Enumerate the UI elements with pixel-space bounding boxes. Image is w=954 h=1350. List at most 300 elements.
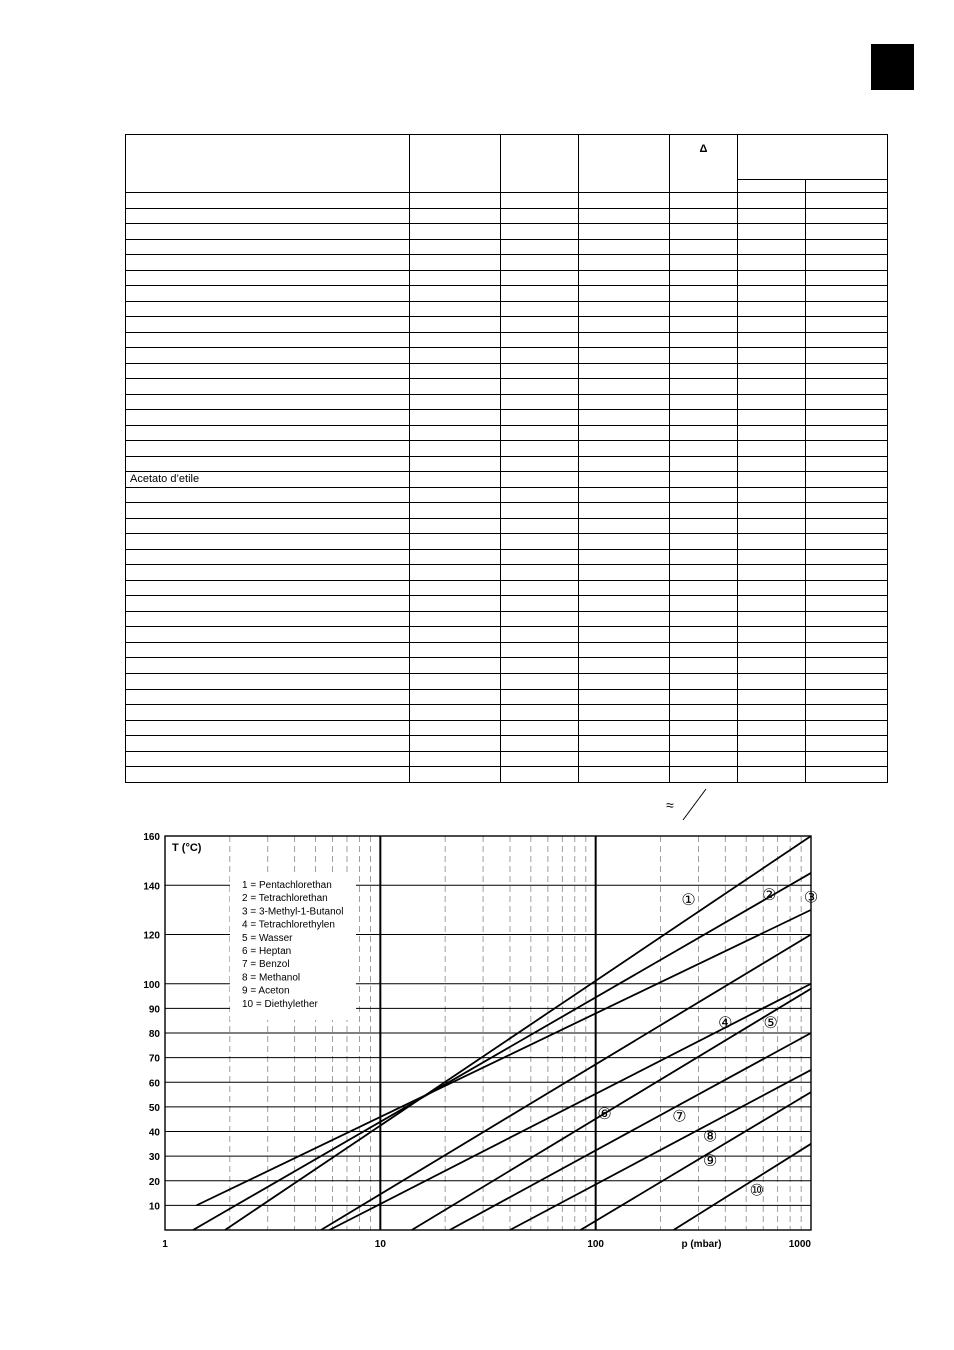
series-marker-5: ⑤ xyxy=(763,1015,778,1033)
y-tick-label: 10 xyxy=(148,1201,160,1213)
table-cell xyxy=(806,301,888,317)
table-row xyxy=(126,549,888,565)
table-cell xyxy=(738,255,806,271)
legend-entry: 2 = Tetrachlorethan xyxy=(242,893,328,905)
table-cell xyxy=(410,736,501,752)
table-cell xyxy=(501,317,579,333)
table-cell xyxy=(806,518,888,534)
table-row xyxy=(126,518,888,534)
table-cell xyxy=(579,239,670,255)
table-cell xyxy=(126,658,410,674)
table-cell xyxy=(126,611,410,627)
table-row xyxy=(126,379,888,395)
x-tick-label: 10 xyxy=(374,1239,386,1250)
table-cell xyxy=(670,596,738,612)
table-cell xyxy=(806,720,888,736)
table-cell xyxy=(579,751,670,767)
table-cell xyxy=(579,565,670,581)
subheader-cell xyxy=(806,180,888,193)
table-row xyxy=(126,580,888,596)
table-cell xyxy=(501,565,579,581)
table-cell xyxy=(126,363,410,379)
table-cell xyxy=(738,736,806,752)
table-cell xyxy=(126,767,410,783)
table-cell xyxy=(410,689,501,705)
table-cell xyxy=(501,549,579,565)
table-cell xyxy=(410,534,501,550)
table-cell xyxy=(126,270,410,286)
table-cell xyxy=(738,208,806,224)
table-cell xyxy=(670,410,738,426)
table-cell xyxy=(410,332,501,348)
table-cell xyxy=(501,534,579,550)
table-cell xyxy=(670,673,738,689)
table-row xyxy=(126,456,888,472)
table-cell xyxy=(738,549,806,565)
table-cell xyxy=(501,456,579,472)
table-cell xyxy=(738,596,806,612)
table-cell xyxy=(806,410,888,426)
table-cell xyxy=(410,580,501,596)
table-row xyxy=(126,239,888,255)
table-cell xyxy=(806,332,888,348)
table-cell xyxy=(670,751,738,767)
table-cell xyxy=(126,534,410,550)
table-cell xyxy=(806,642,888,658)
table-cell xyxy=(410,286,501,302)
table-cell xyxy=(738,503,806,519)
table-cell xyxy=(738,317,806,333)
table-cell xyxy=(410,673,501,689)
table-cell xyxy=(738,580,806,596)
table-cell xyxy=(738,611,806,627)
table-cell xyxy=(501,611,579,627)
y-tick-label: 60 xyxy=(148,1078,160,1090)
table-row xyxy=(126,705,888,721)
table-cell xyxy=(126,425,410,441)
table-cell xyxy=(670,627,738,643)
table-cell xyxy=(501,193,579,209)
table-cell xyxy=(738,441,806,457)
table-row xyxy=(126,751,888,767)
table-cell xyxy=(410,456,501,472)
table-cell xyxy=(501,720,579,736)
table-cell xyxy=(410,410,501,426)
table-row xyxy=(126,317,888,333)
table-cell xyxy=(738,627,806,643)
table-cell xyxy=(670,363,738,379)
y-tick-label: 50 xyxy=(148,1102,160,1114)
table-cell xyxy=(670,332,738,348)
header-delta: Δ xyxy=(670,135,738,193)
table-cell xyxy=(410,379,501,395)
x-tick-label: 1 xyxy=(162,1239,168,1250)
table-cell xyxy=(738,286,806,302)
y-axis-label: T (°C) xyxy=(172,842,202,854)
table-cell xyxy=(670,549,738,565)
approx-symbol: ≈ xyxy=(666,797,674,813)
table-cell xyxy=(738,642,806,658)
table-cell xyxy=(806,549,888,565)
table-cell xyxy=(501,472,579,488)
table-cell xyxy=(806,565,888,581)
table-cell xyxy=(579,720,670,736)
table-row xyxy=(126,720,888,736)
table-cell xyxy=(579,549,670,565)
table-cell xyxy=(738,410,806,426)
table-cell xyxy=(501,487,579,503)
x-tick-label: 1000 xyxy=(788,1239,811,1250)
table-row xyxy=(126,363,888,379)
table-cell xyxy=(501,736,579,752)
table-cell xyxy=(126,379,410,395)
table-cell xyxy=(738,456,806,472)
table-row xyxy=(126,394,888,410)
table-cell xyxy=(501,642,579,658)
table-cell xyxy=(501,394,579,410)
table-cell xyxy=(806,425,888,441)
table-cell xyxy=(738,767,806,783)
table-cell xyxy=(670,642,738,658)
table-cell xyxy=(738,673,806,689)
table-row xyxy=(126,503,888,519)
table-row xyxy=(126,348,888,364)
table-cell xyxy=(806,394,888,410)
x-axis-label: p (mbar) xyxy=(681,1239,722,1250)
table-cell xyxy=(501,767,579,783)
table-cell xyxy=(579,472,670,488)
table-cell xyxy=(410,565,501,581)
table-cell xyxy=(501,239,579,255)
table-cell xyxy=(126,286,410,302)
table-cell xyxy=(501,441,579,457)
table-cell xyxy=(410,627,501,643)
table-cell xyxy=(806,363,888,379)
table-cell xyxy=(670,534,738,550)
table-cell xyxy=(410,394,501,410)
table-cell xyxy=(670,255,738,271)
table-cell xyxy=(410,255,501,271)
table-cell xyxy=(501,270,579,286)
table-cell xyxy=(738,348,806,364)
table-row xyxy=(126,410,888,426)
table-cell xyxy=(670,379,738,395)
table-cell xyxy=(126,642,410,658)
table-cell xyxy=(670,689,738,705)
table-cell xyxy=(126,410,410,426)
table-cell xyxy=(738,472,806,488)
table-cell xyxy=(738,425,806,441)
table-cell xyxy=(806,534,888,550)
table-cell xyxy=(806,736,888,752)
table-cell xyxy=(670,193,738,209)
table-row xyxy=(126,208,888,224)
table-cell xyxy=(670,425,738,441)
table-cell xyxy=(501,348,579,364)
table-cell xyxy=(738,379,806,395)
table-cell xyxy=(806,208,888,224)
legend-entry: 9 = Aceton xyxy=(242,985,290,997)
table-cell xyxy=(501,751,579,767)
table-cell xyxy=(806,239,888,255)
table-cell xyxy=(579,518,670,534)
table-cell xyxy=(579,410,670,426)
table-cell xyxy=(579,736,670,752)
table-cell xyxy=(806,627,888,643)
table-row xyxy=(126,658,888,674)
table-cell xyxy=(126,348,410,364)
table-cell xyxy=(501,208,579,224)
table-cell xyxy=(126,736,410,752)
table-cell xyxy=(579,441,670,457)
table-cell xyxy=(501,379,579,395)
table-cell xyxy=(501,503,579,519)
y-tick-label: 70 xyxy=(148,1053,160,1065)
table-cell xyxy=(501,705,579,721)
table-cell xyxy=(579,394,670,410)
table-cell xyxy=(806,673,888,689)
table-cell xyxy=(410,487,501,503)
table-cell xyxy=(126,441,410,457)
table-cell xyxy=(738,751,806,767)
table-cell xyxy=(670,611,738,627)
series-marker-7: ⑦ xyxy=(672,1108,687,1126)
table-cell xyxy=(579,611,670,627)
table-cell xyxy=(579,627,670,643)
row-label: Acetato d’etile xyxy=(126,472,410,488)
table-cell xyxy=(806,472,888,488)
table-cell xyxy=(738,394,806,410)
y-tick-label: 40 xyxy=(148,1127,160,1139)
table-cell xyxy=(670,565,738,581)
table-cell xyxy=(806,379,888,395)
table-cell xyxy=(501,224,579,240)
table-row xyxy=(126,425,888,441)
table-cell xyxy=(410,193,501,209)
legend-entry: 5 = Wasser xyxy=(242,932,293,944)
table-cell xyxy=(670,317,738,333)
y-tick-label: 90 xyxy=(148,1004,160,1016)
table-row xyxy=(126,767,888,783)
table-cell xyxy=(126,720,410,736)
series-marker-1: ① xyxy=(681,891,696,909)
table-cell xyxy=(126,565,410,581)
table-cell xyxy=(579,208,670,224)
table-cell xyxy=(579,705,670,721)
table-cell xyxy=(501,689,579,705)
table-cell xyxy=(670,767,738,783)
table-row xyxy=(126,689,888,705)
header-cell xyxy=(501,135,579,193)
table-cell xyxy=(579,270,670,286)
legend-entry: 10 = Diethylether xyxy=(242,998,318,1010)
table-cell xyxy=(410,208,501,224)
table-cell xyxy=(806,658,888,674)
table-cell xyxy=(670,472,738,488)
table-cell xyxy=(579,286,670,302)
table-cell xyxy=(126,518,410,534)
table-row xyxy=(126,472,888,488)
table-cell xyxy=(806,503,888,519)
table-row xyxy=(126,611,888,627)
table-cell xyxy=(410,611,501,627)
series-marker-8: ⑧ xyxy=(702,1128,718,1146)
table-cell xyxy=(410,348,501,364)
table-row xyxy=(126,224,888,240)
table-cell xyxy=(410,658,501,674)
table-cell xyxy=(126,549,410,565)
table-cell xyxy=(501,255,579,271)
table-cell xyxy=(126,627,410,643)
table-cell xyxy=(579,689,670,705)
table-cell xyxy=(670,301,738,317)
table-cell xyxy=(738,487,806,503)
legend-entry: 4 = Tetrachlorethylen xyxy=(242,919,335,931)
table-cell xyxy=(579,379,670,395)
table-cell xyxy=(738,658,806,674)
data-table xyxy=(125,134,888,783)
table-row xyxy=(126,642,888,658)
table-cell xyxy=(670,580,738,596)
table-cell xyxy=(806,348,888,364)
table-cell xyxy=(806,255,888,271)
series-line-9 xyxy=(580,1092,811,1230)
table-row xyxy=(126,673,888,689)
table-row xyxy=(126,596,888,612)
table-cell xyxy=(738,565,806,581)
table-cell xyxy=(579,596,670,612)
table-cell xyxy=(126,705,410,721)
table-cell xyxy=(126,456,410,472)
header-cell xyxy=(579,135,670,193)
series-marker-6: ⑥ xyxy=(597,1106,612,1124)
table-cell xyxy=(670,208,738,224)
table-cell xyxy=(501,332,579,348)
table-cell xyxy=(410,705,501,721)
table-cell xyxy=(806,487,888,503)
table-cell xyxy=(670,224,738,240)
table-cell xyxy=(501,410,579,426)
table-cell xyxy=(126,689,410,705)
table-cell xyxy=(501,658,579,674)
series-marker-3: ③ xyxy=(803,889,819,907)
table-cell xyxy=(126,751,410,767)
table-row xyxy=(126,270,888,286)
table-cell xyxy=(579,332,670,348)
table-cell xyxy=(410,472,501,488)
table-cell xyxy=(579,487,670,503)
legend-entry: 8 = Methanol xyxy=(242,972,301,984)
table-row xyxy=(126,301,888,317)
table-row xyxy=(126,193,888,209)
table-cell xyxy=(501,627,579,643)
table-cell xyxy=(670,720,738,736)
table-cell xyxy=(670,286,738,302)
table-cell xyxy=(738,332,806,348)
table-cell xyxy=(410,518,501,534)
header-cell xyxy=(410,135,501,193)
table-header-row xyxy=(126,135,888,180)
table-cell xyxy=(806,441,888,457)
table-cell xyxy=(579,767,670,783)
table-cell xyxy=(738,534,806,550)
table-cell xyxy=(410,642,501,658)
table-cell xyxy=(126,193,410,209)
table-cell xyxy=(501,596,579,612)
table-cell xyxy=(410,239,501,255)
table-cell xyxy=(738,720,806,736)
table-cell xyxy=(501,580,579,596)
series-marker-2: ② xyxy=(762,887,777,905)
series-line-8 xyxy=(510,1070,811,1230)
table-cell xyxy=(670,518,738,534)
page-tab-marker xyxy=(871,44,914,90)
table-cell xyxy=(579,580,670,596)
table-cell xyxy=(410,441,501,457)
table-cell xyxy=(410,596,501,612)
table-cell xyxy=(806,767,888,783)
table-cell xyxy=(738,270,806,286)
table-cell xyxy=(806,270,888,286)
vapor-pressure-chart xyxy=(0,800,954,1280)
table-cell xyxy=(579,348,670,364)
table-cell xyxy=(738,239,806,255)
table-cell xyxy=(806,456,888,472)
table-row xyxy=(126,286,888,302)
table-cell xyxy=(738,224,806,240)
table-cell xyxy=(806,286,888,302)
legend-entry: 1 = Pentachlorethan xyxy=(242,880,332,891)
table-cell xyxy=(126,301,410,317)
table-cell xyxy=(806,689,888,705)
y-tick-label: 140 xyxy=(143,881,160,893)
table-cell xyxy=(806,596,888,612)
table-cell xyxy=(126,239,410,255)
table-cell xyxy=(670,736,738,752)
table-cell xyxy=(126,596,410,612)
table-cell xyxy=(501,425,579,441)
table-cell xyxy=(738,518,806,534)
table-row xyxy=(126,534,888,550)
table-cell xyxy=(126,317,410,333)
table-cell xyxy=(670,658,738,674)
table-cell xyxy=(410,363,501,379)
legend-entry: 6 = Heptan xyxy=(242,946,292,957)
table-cell xyxy=(126,673,410,689)
table-cell xyxy=(806,751,888,767)
table-cell xyxy=(670,348,738,364)
header-cell xyxy=(126,135,410,193)
table-cell xyxy=(579,363,670,379)
y-tick-label: 160 xyxy=(143,832,160,843)
table-cell xyxy=(579,456,670,472)
table-cell xyxy=(670,394,738,410)
table-row xyxy=(126,487,888,503)
table-cell xyxy=(410,270,501,286)
table-row xyxy=(126,255,888,271)
table-cell xyxy=(738,689,806,705)
series-marker-4: ④ xyxy=(718,1015,733,1033)
table-cell xyxy=(579,534,670,550)
table-cell xyxy=(410,425,501,441)
table-cell xyxy=(410,317,501,333)
legend-entry: 7 = Benzol xyxy=(242,959,290,971)
header-cell xyxy=(738,135,888,180)
table-cell xyxy=(410,751,501,767)
table-cell xyxy=(501,363,579,379)
subheader-cell xyxy=(738,180,806,193)
table-cell xyxy=(410,720,501,736)
